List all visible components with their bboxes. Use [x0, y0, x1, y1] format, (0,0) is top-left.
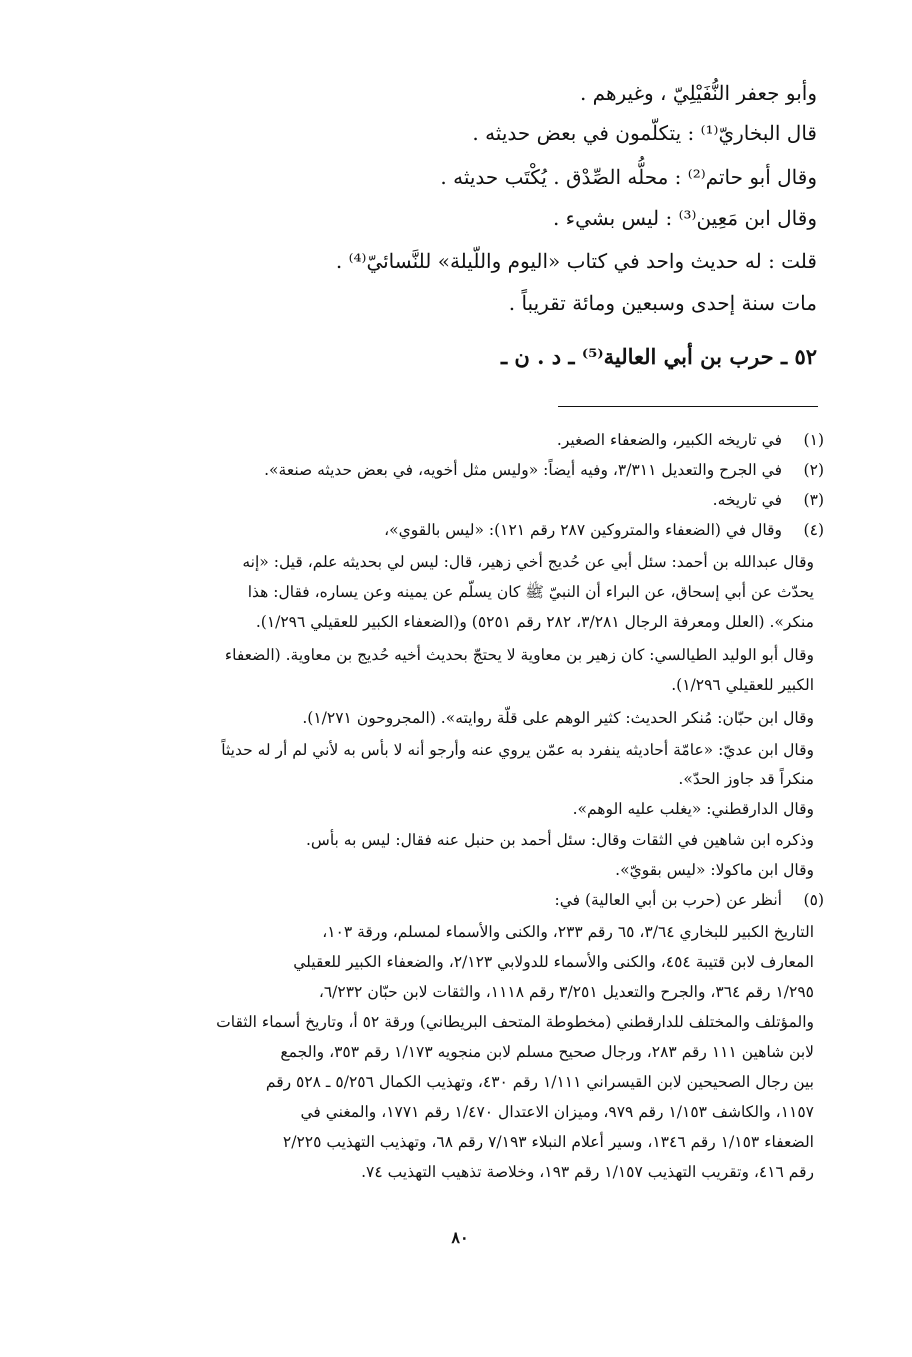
- footnote-number: (٢): [803, 461, 824, 479]
- footnote-text: وقال في (الضعفاء والمتروكين ٢٨٧ رقم ١٢١): «ليس بالقوي»،: [384, 521, 782, 539]
- footnote-5-line: ١١٥٧، والكاشف ١/١٥٣ رقم ٩٧٩، وميزان الاعتدال ١/٤٧٠ رقم ١٧٧١، والمغني في: [300, 1103, 814, 1121]
- main-line-4: وقال ابن مَعِين⁽³⁾ : ليس بشيء .: [552, 206, 817, 230]
- page-number: ٨٠: [451, 1228, 469, 1247]
- footnote-text: في تاريخه.: [712, 491, 782, 509]
- entry-heading: ٥٢ ـ حرب بن أبي العالية⁽⁵⁾ ـ د . ن ـ: [500, 344, 817, 369]
- footnote-number: (٥): [803, 891, 824, 909]
- footnote-4-line: وقال عبدالله بن أحمد: سئل أبي عن حُديج أخي زهير، قال: ليس لي بحديثه علم، قيل: «إنه: [242, 553, 814, 571]
- footnote-5-line: ١/٢٩٥ رقم ٣٦٤، والجرح والتعديل ٣/٢٥١ رقم ١١١٨، والثقات لابن حبّان ٦/٢٣٢،: [318, 983, 814, 1001]
- footnote-text: أنظر عن (حرب بن أبي العالية) في:: [554, 891, 782, 909]
- footnote-4-line: وقال ابن ماكولا: «ليس بقويّ».: [615, 861, 814, 879]
- footnote-5-line: بين رجال الصحيحين لابن القيسراني ١/١١١ رقم ٤٣٠، وتهذيب الكمال ٥/٢٥٦ ـ ٥٢٨ رقم: [265, 1073, 814, 1091]
- footnote-5-line: المعارف لابن قتيبة ٤٥٤، والكنى والأسماء للدولابي ٢/١٢٣، والضعفاء الكبير للعقيلي: [293, 953, 814, 971]
- main-line-1: وأبو جعفر النُّفَيْلِيّ ، وغيرهم .: [579, 81, 817, 105]
- footnote-4-line: وذكره ابن شاهين في الثقات وقال: سئل أحمد بن حنبل عنه فقال: ليس به بأس.: [305, 831, 814, 849]
- main-line-6: مات سنة إحدى وسبعين ومائة تقريباً .: [508, 291, 817, 315]
- footnote-4-line: منكراً قد جاوز الحدّ».: [678, 770, 814, 788]
- footnote-4-line: وقال أبو الوليد الطيالسي: كان زهير بن معاوية لا يحتجّ بحديث أخيه حُديج بن معاوية. (الضعفاء: [224, 646, 814, 664]
- footnote-number: (٣): [803, 491, 824, 509]
- footnote-number: (١): [803, 431, 824, 449]
- footnote-4-line: الكبير للعقيلي ١/٢٩٦).: [671, 676, 814, 694]
- footnote-5-line: رقم ٤١٦، وتقريب التهذيب ١/١٥٧ رقم ١٩٣، وخلاصة تذهيب التهذيب ٧٤.: [361, 1163, 814, 1181]
- main-line-5: قلت : له حديث واحد في كتاب «اليوم واللّيلة» للنَّسائيّ⁽⁴⁾ .: [335, 249, 817, 273]
- footnote-5-line: لابن شاهين ١١١ رقم ٢٨٣، ورجال صحيح مسلم لابن منجويه ١/١٧٣ رقم ٣٥٣، والجمع: [280, 1043, 814, 1061]
- footnote-4-line: وقال ابن عديّ: «عامّة أحاديثه ينفرد به عمّن يروي عنه وأرجو أنه لا بأس به لأني لم أر له حديثاً: [221, 741, 814, 759]
- footnote-4-line: وقال الدارقطني: «يغلب عليه الوهم».: [572, 800, 814, 818]
- footnote-separator: [558, 406, 818, 407]
- footnote-4-line: منكر». (العلل ومعرفة الرجال ٣/٢٨١، ٢٨٢ رقم ٥٢٥١) و(الضعفاء الكبير للعقيلي ١/٢٩٦).: [255, 613, 814, 631]
- footnote-text: في تاريخه الكبير، والضعفاء الصغير.: [556, 431, 782, 449]
- main-line-2: قال البخاريّ⁽¹⁾ : يتكلّمون في بعض حديثه .: [472, 121, 817, 145]
- main-line-3: وقال أبو حاتم⁽²⁾ : محلُّه الصِّدْق . يُكْتَب حديثه .: [440, 165, 817, 189]
- footnote-4-line: وقال ابن حبّان: مُنكر الحديث: كثير الوهم على قلّة روايته». (المجروحون ١/٢٧١).: [302, 709, 814, 727]
- footnote-text: في الجرح والتعديل ٣/٣١١، وفيه أيضاً: «وليس مثل أخويه، في بعض حديثه صنعة».: [264, 461, 782, 479]
- footnote-5-line: التاريخ الكبير للبخاري ٣/٦٤، ٦٥ رقم ٢٣٣، والكنى والأسماء لمسلم، ورقة ١٠٣،: [322, 923, 814, 941]
- footnote-5-line: والمؤتلف والمختلف للدارقطني (مخطوطة المتحف البريطاني) ورقة ٥٢ أ، وتاريخ أسماء الثقات: [216, 1013, 814, 1031]
- footnote-5-line: الضعفاء ١/١٥٣ رقم ١٣٤٦، وسير أعلام النبلاء ٧/١٩٣ رقم ٦٨، وتهذيب التهذيب ٢/٢٢٥: [282, 1133, 814, 1151]
- footnote-number: (٤): [803, 521, 824, 539]
- footnote-4-line: يحدّث عن أبي إسحاق، عن البراء أن النبيّ ﷺ كان يسلّم عن يمينه وعن يساره، فقال: هذا: [247, 583, 814, 601]
